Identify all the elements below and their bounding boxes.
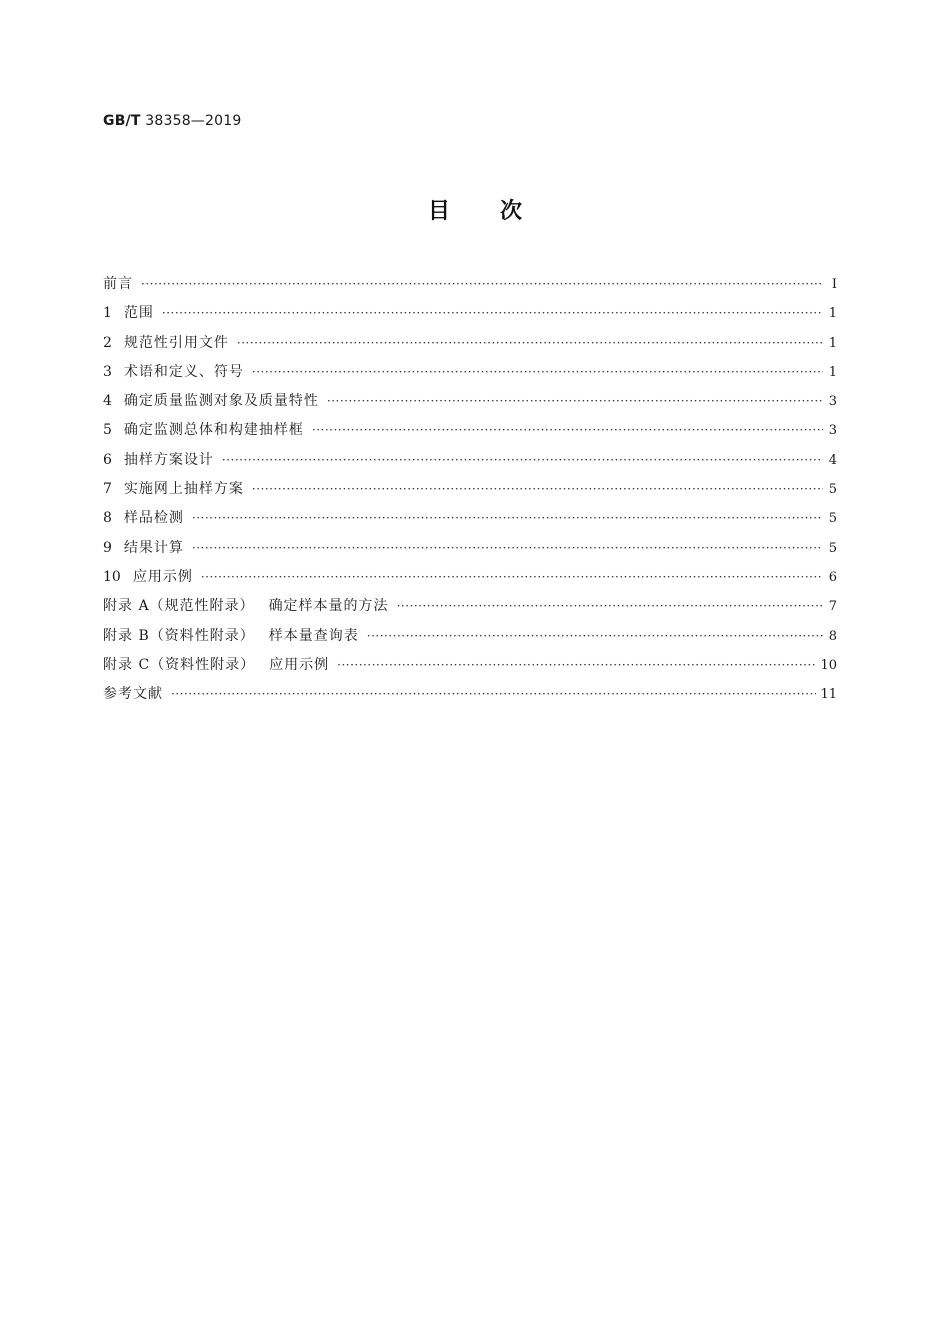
toc-entry-page: Ⅰ	[831, 277, 837, 292]
toc-entry-number: 9	[103, 539, 112, 556]
toc-entry-number: 6	[103, 451, 112, 468]
toc-entry-number: 8	[103, 510, 112, 527]
toc-leader-dots	[252, 361, 823, 383]
toc-entry-title: 术语和定义、符号	[123, 363, 244, 380]
toc-entry-label	[103, 566, 193, 588]
toc-entry-title: 抽样方案设计	[123, 451, 214, 468]
toc-entry[interactable]	[103, 361, 837, 390]
toc-entry[interactable]	[103, 449, 837, 478]
toc-entry-title: 附录 A（规范性附录）	[103, 598, 255, 615]
toc-leader-dots	[192, 537, 823, 559]
toc-entry[interactable]	[103, 302, 837, 331]
toc-entry-label	[103, 595, 389, 617]
toc-leader-dots	[327, 390, 823, 412]
toc-entry-page: 10	[820, 657, 837, 673]
toc-entry-subtitle: 样本量查询表	[268, 627, 359, 644]
toc-entry[interactable]	[103, 507, 837, 536]
toc-entry-page: 6	[828, 569, 837, 585]
toc-leader-dots	[367, 625, 823, 647]
toc-entry-title: 规范性引用文件	[123, 334, 229, 351]
toc-leader-dots	[222, 449, 823, 471]
toc-entry-title: 确定质量监测对象及质量特性	[123, 393, 319, 410]
toc-entry[interactable]	[103, 595, 837, 624]
standard-prefix: GB/T	[103, 113, 141, 129]
toc-entry-label	[103, 625, 359, 647]
toc-entry[interactable]	[103, 419, 837, 448]
toc-entry-page: 1	[828, 335, 837, 351]
toc-entry-number: 7	[103, 481, 112, 498]
toc-entry-title: 确定监测总体和构建抽样框	[123, 422, 304, 439]
toc-entry-title: 附录 B（资料性附录）	[103, 627, 255, 644]
toc-leader-dots	[162, 302, 823, 324]
standard-number	[103, 113, 241, 129]
toc-leader-dots	[141, 273, 823, 295]
toc-leader-dots	[397, 595, 823, 617]
toc-entry-number: 4	[103, 393, 112, 410]
toc-entry-number: 10	[103, 568, 121, 585]
toc-entry-title: 应用示例	[132, 568, 193, 585]
toc-leader-dots	[312, 419, 823, 441]
toc-leader-dots	[192, 507, 823, 529]
toc-entry-title: 样品检测	[123, 510, 184, 527]
toc-entry[interactable]	[103, 683, 837, 712]
toc-entry-subtitle: 应用示例	[269, 656, 330, 673]
toc-entry[interactable]	[103, 273, 837, 302]
toc-leader-dots	[237, 332, 823, 354]
toc-entry-label	[103, 478, 244, 500]
toc-entry-label	[103, 449, 214, 471]
toc-leader-dots	[252, 478, 823, 500]
toc-entry[interactable]	[103, 478, 837, 507]
toc-entry-title: 前言	[103, 276, 133, 292]
toc-entry-page: 11	[820, 687, 837, 703]
toc-entry-title: 范围	[123, 305, 154, 322]
toc-entry-number: 5	[103, 422, 112, 439]
toc-entry-number: 1	[103, 305, 112, 322]
toc-entry-label	[103, 273, 133, 295]
toc-entry-label	[103, 419, 304, 441]
standard-code: 38358—2019	[145, 113, 242, 129]
toc-entry-label	[103, 302, 154, 324]
toc-entry-page: 5	[828, 511, 837, 527]
toc-entry-title: 参考文献	[103, 686, 163, 703]
toc-entry-page: 1	[828, 306, 837, 322]
page-title: 目次	[427, 199, 572, 224]
toc-entry[interactable]	[103, 390, 837, 419]
toc-entry-page: 5	[828, 540, 837, 556]
toc-leader-dots	[171, 683, 816, 705]
toc-entry-title: 实施网上抽样方案	[123, 481, 244, 498]
toc-entry[interactable]	[103, 537, 837, 566]
toc-entry-label	[103, 332, 229, 354]
toc-entry-label	[103, 507, 184, 529]
toc-entry-label	[103, 361, 244, 383]
toc-leader-dots	[201, 566, 823, 588]
toc-entry[interactable]	[103, 654, 837, 683]
toc-entry[interactable]	[103, 566, 837, 595]
toc-entry[interactable]	[103, 332, 837, 361]
toc-entry-page: 4	[828, 452, 837, 468]
toc-entry-label	[103, 390, 319, 412]
toc-entry-title: 附录 C（资料性附录）	[103, 656, 256, 673]
toc-entry-number: 2	[103, 334, 112, 351]
toc-entry-page: 5	[828, 482, 837, 498]
toc-entry[interactable]	[103, 625, 837, 654]
toc-entry-page: 3	[828, 394, 837, 410]
toc-entry-label	[103, 654, 329, 676]
toc-entry-page: 3	[828, 423, 837, 439]
toc-entry-label	[103, 537, 184, 559]
toc-entry-subtitle: 确定样本量的方法	[268, 598, 389, 615]
table-of-contents	[103, 273, 837, 712]
toc-entry-page: 7	[828, 599, 837, 615]
toc-leader-dots	[337, 654, 816, 676]
toc-entry-label	[103, 683, 163, 705]
toc-entry-page: 8	[828, 628, 837, 644]
toc-entry-title: 结果计算	[123, 539, 184, 556]
toc-entry-page: 1	[828, 364, 837, 380]
toc-entry-number: 3	[103, 363, 112, 380]
